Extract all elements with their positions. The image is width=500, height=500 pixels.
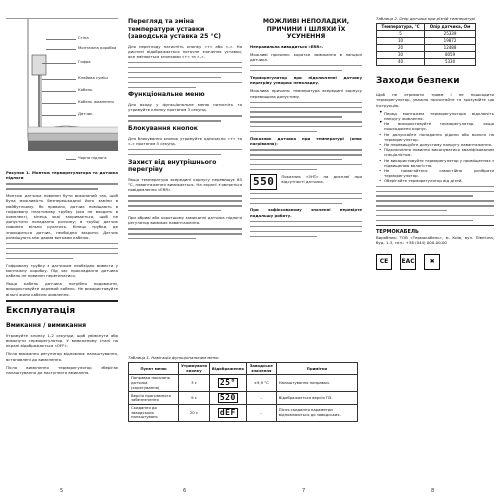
table-row (377, 59, 476, 66)
table-header: Заводське значення (246, 363, 276, 375)
text-block (250, 149, 362, 170)
list-item: • Підключення повинно виконуватися кваліфікованим спеціалістом. (379, 147, 494, 157)
table-cell: – (246, 405, 276, 422)
table-cell: 8059 (425, 52, 476, 59)
menu-table (128, 362, 358, 422)
table-row (377, 45, 476, 52)
label-adhesive: Клейова суміш (78, 75, 108, 80)
section-heading: Експлуатація (6, 306, 76, 317)
list-item: • Не перевищуйте допустиму напругу навантаження. (379, 142, 494, 147)
paragraph: Неправильна виводиться «ERR». (250, 43, 324, 49)
table-cell: 20 с (179, 405, 210, 422)
weee-bin-icon: ✖ (424, 254, 440, 270)
table-cell: 12488 (425, 45, 476, 52)
paragraph: Утримуйте кнопку 1-2 секунди, щоб увімкнути або вимкнути терморегулятор. У вимкненому стані на екрані відображається «OFF». (6, 332, 118, 349)
paragraph: Показник датчика при температурі (опис нагрівання): (250, 135, 362, 147)
page-4 (376, 0, 494, 500)
label-sensor: Датчик (78, 111, 93, 116)
page-number: 5 (60, 488, 64, 494)
resistance-table (376, 23, 476, 66)
table-row (377, 38, 476, 45)
text-block (128, 195, 242, 211)
table-cell: 25339 (425, 31, 476, 38)
paragraph: Для блокування кнопок утримуйте одночасно «+» та «–» протягом 5 секунд. (128, 135, 242, 146)
paragraph: Після вимкнення терморегулятор зберігає налаштування до наступного вмикання. (6, 364, 118, 376)
page-number: 7 (302, 488, 306, 494)
paragraph: Терморегулятор при підключенні датчику перегріву утворює неполадку. (250, 74, 362, 86)
table-cell: ±9,9 °С (246, 375, 276, 392)
display-readout: dEF (219, 408, 236, 418)
table-cell: Версія програмного забезпечення (129, 392, 179, 405)
label-wall: Стіна (78, 35, 89, 40)
text-block (376, 186, 494, 222)
list-item: • Оберігайте терморегулятор від дітей. (379, 178, 494, 183)
footer (376, 225, 494, 270)
table-row (377, 52, 476, 59)
text-block (250, 221, 362, 237)
table-caption: Таблиця 1. Навігація функціональним меню (128, 355, 219, 360)
table-cell: 20 (377, 45, 425, 52)
page-number: 8 (431, 488, 435, 494)
paragraph: Після вмикання регулятор відновлює налаштування, встановлені до вимкнення. (6, 351, 118, 362)
paragraph: Монтаж датчика повинен бути виконаний так, щоб була можливість безперешкодної його заміни в майбутньому. Як правило, датчик поміщають в гофровану пластикову трубку (яка не входить в комплект), кінець якої закривається, щоб не допустити попадання розчину; в трубці датчик повинен вільно рухатись. Кінець трубки, де знаходиться датчик, необхідно закрити. Датчик розміщують між двома витками кабелю. (6, 193, 118, 240)
label-subfloor: Чорна підлога (78, 155, 107, 160)
table-header: Утримувати кнопку (179, 363, 210, 375)
table-cell: 30 (377, 52, 425, 59)
list-item: • Не використовуйте терморегулятор, якщо пошкоджено корпус. (379, 121, 494, 131)
table-cell: 10 (377, 38, 425, 45)
section-heading: Заходи безпеки (376, 76, 460, 87)
table-row (129, 375, 358, 392)
text-block (128, 149, 242, 155)
table-header: Примітки (276, 363, 357, 375)
page-2 (128, 0, 242, 500)
table-cell: Після скидання параметри відновлюються до заводських. (276, 405, 357, 422)
text-block (250, 65, 362, 71)
table-header: Опір датчика, Ом (425, 24, 476, 31)
table-row (377, 31, 476, 38)
paragraph: Можливі причини: коротке замикання в ланцюзі датчика. (250, 51, 362, 62)
paragraph: Для входу у функціональне меню натисніть та утримуйте кнопку протягом 3 секунд. (128, 101, 242, 113)
text-block (128, 228, 242, 239)
table-cell: Скидання до заводських налаштувань (129, 405, 179, 422)
paragraph: Гофровану трубку з датчиком необхідно вивести у монтажну коробку. Під час прокладання датчика кабель не повинен перегинатися. (6, 262, 118, 278)
table-cell: Відображається версія ПЗ. (276, 392, 357, 405)
table-cell: 40 (377, 59, 425, 66)
table-header-row (377, 24, 476, 31)
eac-mark-icon: EAC (400, 254, 416, 270)
manufacturer-address: Виробник: ТОВ «Термокабель», м. Київ, вул. Північна, буд. 1-3, тел.: +38 (044) 000-00-00 (376, 234, 494, 245)
menu-table-wrap (128, 355, 358, 422)
paragraph: При зафіксованому значенні перевірте подальшу роботу. (250, 207, 362, 218)
label-cable: Кабель (78, 87, 93, 92)
table-header: Відображення (209, 363, 246, 375)
subheading: Вмикання / вимикання (6, 322, 87, 330)
label-power-cable: Кабель живлення (78, 99, 114, 104)
text-block (128, 115, 242, 121)
text-block (250, 193, 362, 204)
table-caption: Таблиця 2. Опір датчика при різній температурі (376, 16, 476, 21)
table-header: Температура, °С (377, 24, 425, 31)
table-cell: 3 с (179, 375, 210, 392)
table-cell: 5330 (425, 59, 476, 66)
table-row (129, 392, 358, 405)
divider (6, 300, 118, 303)
heading-function-menu: Функціональне меню (128, 91, 205, 99)
list-item: • Перед монтажем терморегулятора відключіть напругу живлення. (379, 111, 494, 121)
table-cell: – (246, 392, 276, 405)
text-block (250, 102, 362, 133)
table-cell: 5 (377, 31, 425, 38)
display-readout: 25° (219, 378, 236, 388)
heading-setpoint: Перегляд та зміна температури уставки (заводська уставка 25 °С) (128, 18, 222, 40)
table-row (129, 405, 358, 422)
table-cell: 9 с (179, 392, 210, 405)
ce-mark-icon: CE (376, 254, 392, 270)
heading-overheat-protection: Захист від внутрішнього перегріву (128, 158, 217, 174)
text-block (128, 62, 242, 88)
heading-key-lock: Блокування кнопок (128, 125, 198, 133)
label-conduit: Гофра (78, 59, 91, 64)
paragraph: Можлива причина: температура всередині корпусу перевищила допустиму. (250, 88, 362, 99)
page-3 (250, 0, 362, 352)
installation-diagram-drawing (6, 19, 118, 169)
lcd-example (250, 174, 362, 190)
text-block (6, 243, 118, 259)
display-readout: 520 (219, 393, 236, 403)
display-readout: 550 (250, 174, 277, 190)
paragraph: Показник «5HT» на дисплеї при відсутності датчика. (281, 173, 362, 184)
table-cell: Поправка показань датчика (корегування) (129, 375, 179, 392)
heading-troubleshooting: МОЖЛИВІ НЕПОЛАДКИ, ПРИЧИНИ І ШЛЯХИ ЇХ УСУНЕННЯ (262, 18, 350, 40)
paragraph: Щоб не отримати травм і не пошкодити терморегулятор, уважно прочитайте та зрозумійте цю інструкцію. (376, 92, 494, 108)
list-item: • Не використовуйте терморегулятор у приміщеннях з підвищеною вологістю. (379, 158, 494, 168)
company-name: ТЕРМОКАБЕЛЬ (376, 228, 419, 235)
text-block (6, 183, 118, 189)
installation-diagram (6, 18, 118, 168)
paragraph: Якщо температура всередині корпусу перевищує 85 °С, навантаження вимикається. На екрані з'являється повідомлення «ERR». (128, 176, 242, 193)
paragraph: При обриві або коротшому замиканні датчика підлоги регулятор вимикає навантаження. (128, 215, 242, 226)
page-number: 6 (183, 488, 187, 494)
paragraph: Для перегляду натисніть кнопку «+» або «–». На дисплеї відображається поточне значення уставки, яке змінюється кнопками «+» та «–». (128, 43, 242, 59)
table-cell: 19872 (425, 38, 476, 45)
table-header-row (129, 363, 358, 375)
table-header: Пункт меню (129, 363, 179, 375)
paragraph: Якщо кабель датчика потрібно подовжити, використовуйте окремий кабель. Не використовуйте вільні жили кабелю живлення. (6, 281, 118, 297)
table-cell: Налаштування поправки. (276, 375, 357, 392)
list-item: • Не допускайте попадання рідини або вологи на терморегулятор. (379, 132, 494, 142)
page-1 (6, 0, 118, 500)
list-item: • Не намагайтеся самостійно розібрати терморегулятор. (379, 168, 494, 178)
label-mounting-box: Монтажна коробка (78, 45, 117, 50)
safety-list (379, 111, 494, 184)
figure-caption: Рисунок 1. Монтаж терморегулятора та датчика підлоги (6, 170, 118, 181)
